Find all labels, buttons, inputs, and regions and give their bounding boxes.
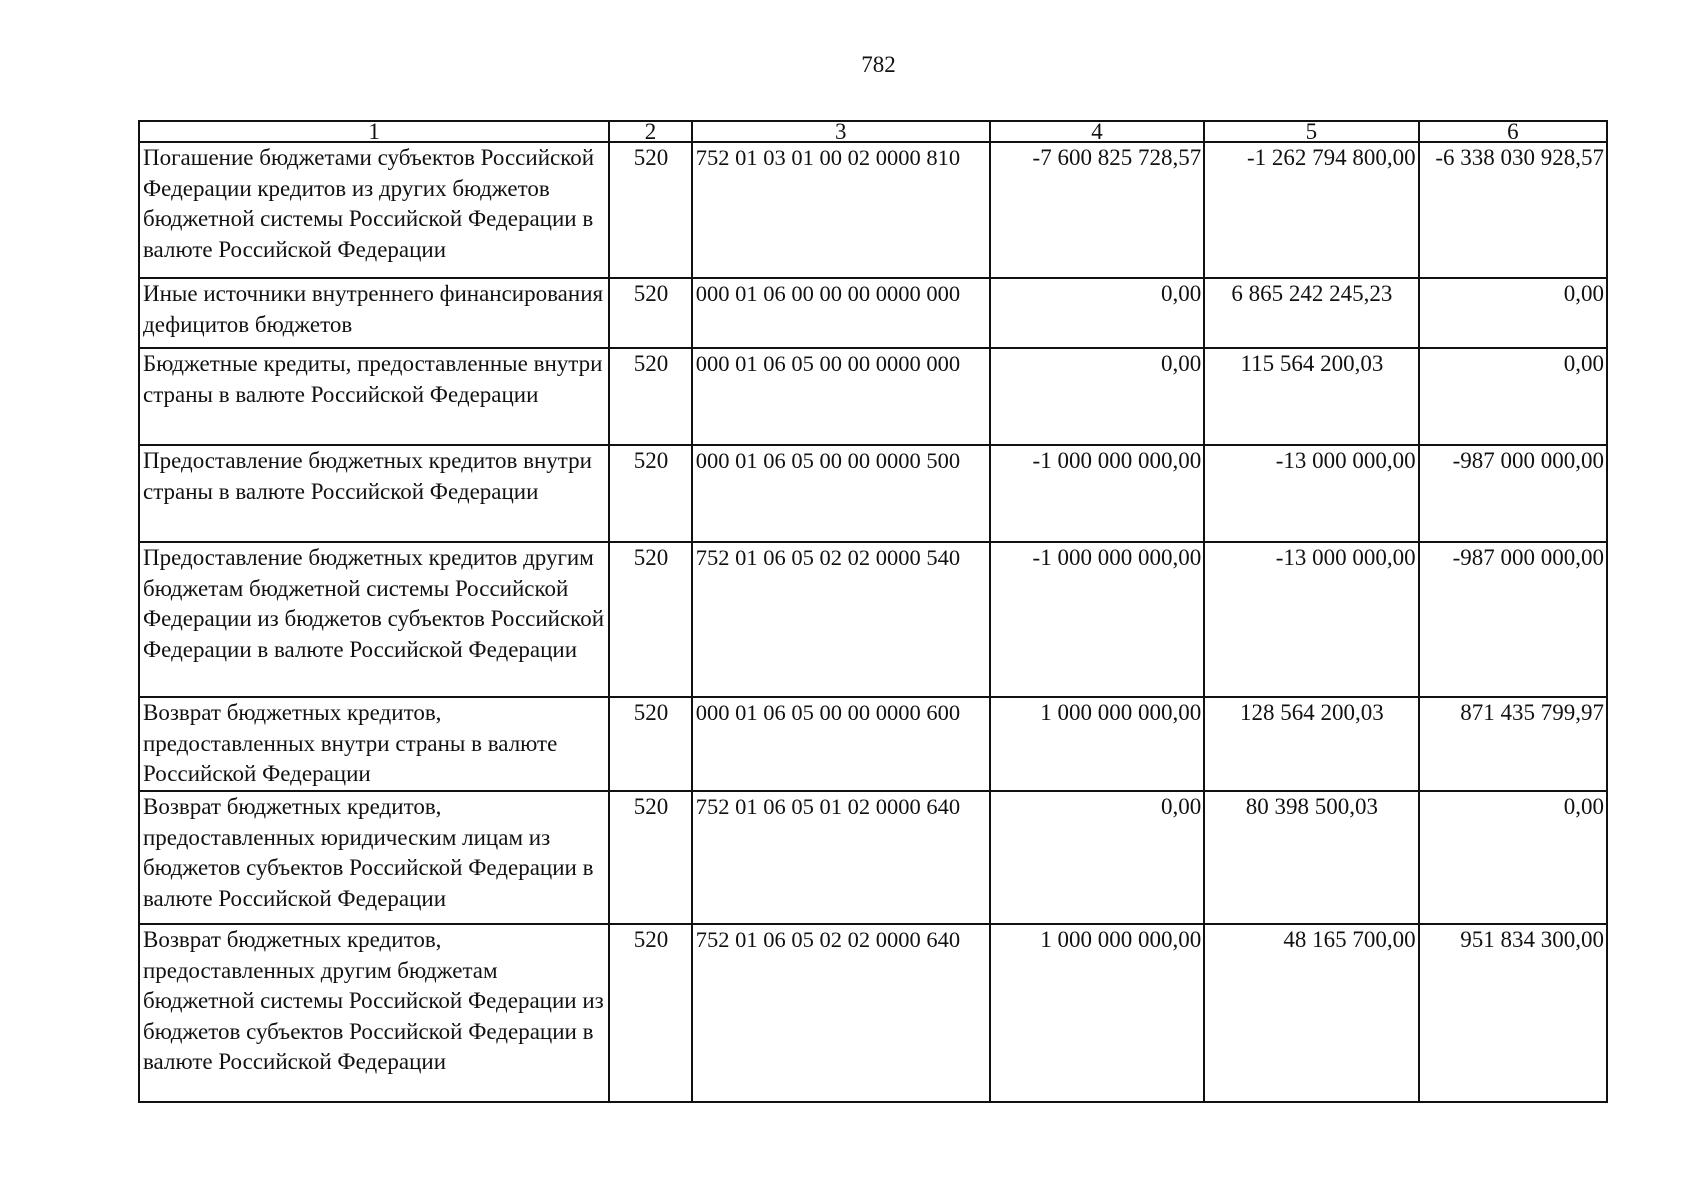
table-row [139,791,1607,924]
row-value-col6: 0,00 [1419,278,1607,348]
row-value-col6: 0,00 [1419,348,1607,445]
row-value-col5: 6 865 242 245,23 [1204,278,1418,348]
row-name-cell: Предоставление бюджетных кредитов внутри страны в валюте Российской Федерации [139,445,609,542]
row-code-cell: 520 [609,142,692,278]
row-value-col4: -1 000 000 000,00 [990,542,1204,697]
row-code-cell: 520 [609,278,692,348]
row-kbk-cell: 000 01 06 05 00 00 0000 000 [692,348,990,445]
row-kbk-cell: 752 01 06 05 02 02 0000 540 [692,542,990,697]
row-value-col4: 1 000 000 000,00 [990,924,1204,1102]
row-value-col4: 0,00 [990,791,1204,924]
row-code-cell: 520 [609,697,692,791]
column-number-3: 3 [692,121,990,142]
row-value-col6: 951 834 300,00 [1419,924,1607,1102]
column-number-5: 5 [1204,121,1418,142]
row-value-col4: 1 000 000 000,00 [990,697,1204,791]
row-value-col5: -13 000 000,00 [1204,445,1418,542]
row-name-cell: Иные источники внутреннего финансирования дефицитов бюджетов [139,278,609,348]
page-number: 782 [861,52,896,77]
row-value-col6: -6 338 030 928,57 [1419,142,1607,278]
row-code-cell: 520 [609,348,692,445]
table-row [139,697,1607,791]
table-row [139,924,1607,1102]
table-row [139,278,1607,348]
row-kbk-cell: 000 01 06 05 00 00 0000 500 [692,445,990,542]
row-value-col4: 0,00 [990,278,1204,348]
row-name-cell: Возврат бюджетных кредитов, предоставленных внутри страны в валюте Российской Федерации [139,697,609,791]
row-value-col5: 115 564 200,03 [1204,348,1418,445]
row-name-cell: Погашение бюджетами субъектов Российской Федерации кредитов из других бюджетов бюджетной системы Российской Федерации в валюте Российской Федерации [139,142,609,278]
row-code-cell: 520 [609,542,692,697]
row-value-col5: -13 000 000,00 [1204,542,1418,697]
column-number-6: 6 [1419,121,1607,142]
row-value-col4: -7 600 825 728,57 [990,142,1204,278]
row-value-col5: -1 262 794 800,00 [1204,142,1418,278]
row-value-col6: -987 000 000,00 [1419,445,1607,542]
row-code-cell: 520 [609,791,692,924]
row-name-cell: Возврат бюджетных кредитов, предоставленных другим бюджетам бюджетной системы Российской Федерации из бюджетов субъектов Российской Федерации в валюте Российской Федерации [139,924,609,1102]
row-value-col6: 0,00 [1419,791,1607,924]
row-kbk-cell: 752 01 06 05 02 02 0000 640 [692,924,990,1102]
column-number-4: 4 [990,121,1204,142]
row-code-cell: 520 [609,924,692,1102]
row-value-col5: 48 165 700,00 [1204,924,1418,1102]
row-value-col4: -1 000 000 000,00 [990,445,1204,542]
row-code-cell: 520 [609,445,692,542]
budget-sources-table [138,120,1608,1103]
row-kbk-cell: 752 01 03 01 00 02 0000 810 [692,142,990,278]
table-header-row [139,121,1607,142]
table-row [139,348,1607,445]
column-number-1: 1 [139,121,609,142]
row-value-col4: 0,00 [990,348,1204,445]
row-kbk-cell: 000 01 06 00 00 00 0000 000 [692,278,990,348]
row-kbk-cell: 000 01 06 05 00 00 0000 600 [692,697,990,791]
column-number-2: 2 [609,121,692,142]
row-name-cell: Возврат бюджетных кредитов, предоставленных юридическим лицам из бюджетов субъектов Российской Федерации в валюте Российской Федерации [139,791,609,924]
row-value-col6: 871 435 799,97 [1419,697,1607,791]
row-name-cell: Предоставление бюджетных кредитов другим бюджетам бюджетной системы Российской Федерации из бюджетов субъектов Российской Федерации в валюте Российской Федерации [139,542,609,697]
table-row [139,142,1607,278]
row-value-col6: -987 000 000,00 [1419,542,1607,697]
row-value-col5: 80 398 500,03 [1204,791,1418,924]
table-row [139,445,1607,542]
row-value-col5: 128 564 200,03 [1204,697,1418,791]
row-name-cell: Бюджетные кредиты, предоставленные внутри страны в валюте Российской Федерации [139,348,609,445]
row-kbk-cell: 752 01 06 05 01 02 0000 640 [692,791,990,924]
table-row [139,542,1607,697]
